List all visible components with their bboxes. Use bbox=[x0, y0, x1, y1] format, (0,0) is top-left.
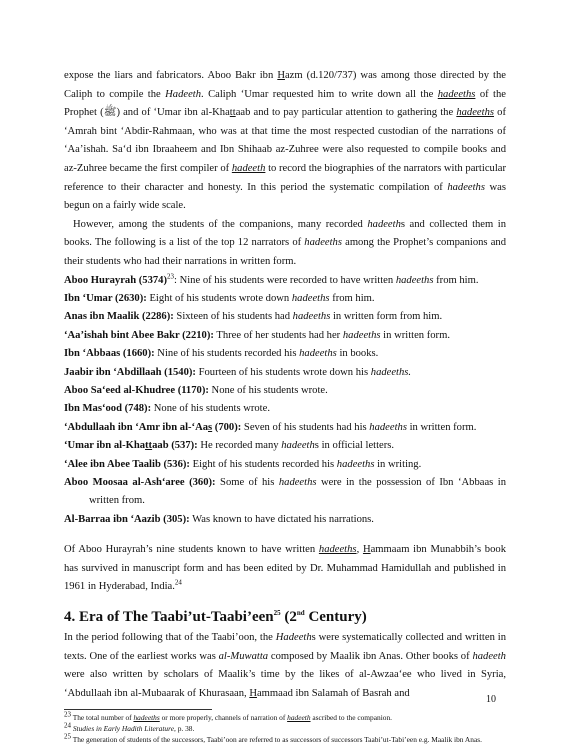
text-run: hadeeths bbox=[318, 544, 357, 556]
narrator-name: Ibn ‘Abbaas (1660): bbox=[64, 348, 155, 360]
name-part: ‘Abdullaah ibn ‘Amr ibn al-‘Aa bbox=[64, 421, 209, 433]
narrator-text: in written form. bbox=[406, 421, 477, 433]
name-part: s bbox=[208, 421, 213, 433]
footnote-text: The total number of bbox=[71, 713, 134, 723]
narrator-text: were in the possession of Ibn ‘Abbaas in written from. bbox=[89, 477, 506, 507]
text-run: s were systematically collected and written in texts. One of the earliest works was bbox=[64, 632, 506, 662]
narrator-entry bbox=[64, 456, 506, 474]
narrator-name: Jaabir ibn ‘Abdillaah (1540): bbox=[64, 366, 196, 378]
narrator-entry bbox=[64, 437, 506, 455]
text-run: was begun on a fairly wide scale. bbox=[64, 181, 506, 212]
text-run: Of Aboo Hurayrah’s nine students known to have written bbox=[64, 544, 319, 556]
footnote-text: hadeeths bbox=[133, 713, 160, 723]
text-run: hadeeth bbox=[367, 218, 401, 230]
text-run: H bbox=[362, 544, 371, 556]
narrator-text: in writing. bbox=[374, 458, 422, 470]
narrator-text: hadeeths bbox=[278, 477, 317, 488]
name-part: tt bbox=[145, 440, 153, 452]
narrator-text: hadeeths bbox=[395, 274, 434, 286]
narrator-name: Ibn Mas‘ood (748): bbox=[64, 403, 152, 415]
text-run: . Caliph ‘Umar requested him to write down all the bbox=[201, 88, 438, 100]
heading-text: nd bbox=[296, 609, 305, 617]
narrator-text: : Nine of his students were recorded to have written bbox=[174, 274, 396, 286]
footnote-text: The generation of students of the successors, Taabi’oon are referred to as successors of successors Taabi’ut-Tabi’een e.g. Maalik ibn Anas. bbox=[71, 734, 482, 744]
narrator-text: Seven of his students had his bbox=[241, 421, 370, 433]
footnote-number: 23 bbox=[64, 710, 71, 719]
narrator-text: hadeeths bbox=[369, 421, 407, 433]
narrator-text: Eight of his students recorded his bbox=[189, 458, 337, 470]
narrator-entry bbox=[64, 511, 506, 529]
footnote-ref: 25 bbox=[273, 609, 281, 617]
narrator-name: Al-Barraa ibn ‘Aazib (305): bbox=[64, 513, 190, 525]
footnote-number: 25 bbox=[64, 732, 71, 741]
footnote-number: 24 bbox=[64, 721, 71, 730]
narrator-name: ‘Aa’ishah bint Abee Bakr (2210): bbox=[64, 329, 214, 341]
footnote bbox=[64, 721, 506, 735]
narrator-text: None of his students wrote. bbox=[208, 384, 328, 396]
narrator-text: Some of his bbox=[215, 477, 279, 488]
footnote-text: or more properly, channels of narration of bbox=[159, 713, 288, 723]
closing-paragraph bbox=[64, 541, 506, 597]
page-body bbox=[64, 67, 506, 745]
narrator-text: He recorded many bbox=[197, 440, 282, 452]
text-run: hadeeths bbox=[437, 88, 476, 100]
narrator-name: Aboo Moosaa al-Ash‘aree (360): bbox=[64, 477, 216, 488]
name-part: ‘Umar ibn al-Kha bbox=[64, 440, 146, 452]
text-run: Hadeeth bbox=[165, 88, 202, 100]
narrator-name: ‘Alee ibn Abee Taalib (536): bbox=[64, 458, 190, 470]
narrator-text: in books. bbox=[336, 348, 379, 360]
narrator-text: in written form from him. bbox=[330, 311, 443, 323]
text-run: hadeeths bbox=[447, 181, 485, 193]
narrator-entry bbox=[64, 290, 506, 308]
footnote bbox=[64, 710, 506, 724]
text-run: of ‘Amrah bint ‘Abdir-Rahmaan, who was at that time the most respected custodian of the narrations of ‘Aa’ishah. Sa‘d ibn Ibraaheem and Ibn Shihaab az-Zuhree were also requested to compile books and az-Zuhree became the first compiler of bbox=[64, 107, 506, 174]
text-run: In the period following that of the Taabi’oon, the bbox=[64, 632, 276, 643]
section-paragraph bbox=[64, 629, 506, 703]
footnote-ref: 23 bbox=[167, 272, 174, 280]
footnote-text: hadeeth bbox=[287, 713, 311, 723]
text-run: hadeeths bbox=[456, 107, 494, 119]
narrator-text: Nine of his students recorded his bbox=[154, 348, 300, 360]
footnote-divider bbox=[64, 709, 212, 710]
text-run: to record the biographies of the narrators with particular reference to their character and honesty. In this period the systematic compilation of bbox=[64, 162, 506, 193]
footnote bbox=[64, 732, 506, 745]
narrator-text: Three of her students had her bbox=[213, 329, 343, 341]
text-run: hadeeths bbox=[304, 237, 342, 249]
narrator-entry bbox=[64, 308, 506, 326]
narrator-text: Was known to have dictated his narrations. bbox=[189, 513, 374, 525]
narrator-name bbox=[64, 422, 241, 433]
narrator-text: hadeeth bbox=[281, 440, 315, 452]
narrator-text: Sixteen of his students had bbox=[173, 311, 293, 323]
narrator-entry bbox=[64, 272, 506, 290]
text-run: Hadeeth bbox=[275, 632, 312, 643]
narrator-entry bbox=[64, 400, 506, 418]
narrator-text: from him. bbox=[329, 292, 375, 304]
footnote-ref: 24 bbox=[174, 578, 182, 587]
heading-text: 4. Era of The Taabi’ut-Taabi’een bbox=[64, 609, 274, 625]
narrator-name: Aboo Sa‘eed al-Khudree (1170): bbox=[64, 384, 209, 396]
text-run: of the Prophet (ﷺ) and of ‘Umar ibn al-Kha bbox=[64, 88, 506, 119]
name-part: (700): bbox=[212, 421, 242, 433]
narrator-name: Aboo Hurayrah (5374) bbox=[64, 274, 167, 286]
text-run: ammaam ibn Munabbih’s book has survived in manuscript form and has been edited by Dr. Muhammad Hamidullah and published in 1961 in Hyderabad, India. bbox=[64, 544, 506, 593]
narrator-text: hadeeths bbox=[291, 292, 330, 304]
narrator-name bbox=[64, 440, 198, 451]
text-run: , bbox=[356, 544, 363, 556]
narrator-entry bbox=[64, 419, 506, 437]
footnote-text: Studies in Early Hadith Literature bbox=[72, 723, 174, 733]
section-heading bbox=[64, 607, 506, 627]
text-run: s and collected them in books. The following is a list of the top 12 narrators of bbox=[64, 218, 506, 249]
narrator-entry bbox=[64, 474, 506, 511]
heading-text: (2 bbox=[280, 609, 297, 625]
narrator-text: hadeeths bbox=[342, 329, 381, 341]
text-run: H bbox=[277, 70, 285, 81]
narrator-entry bbox=[64, 345, 506, 363]
narrator-text: s in official letters. bbox=[314, 440, 395, 452]
text-run: al-Muwatta bbox=[218, 650, 269, 662]
text-run: tt bbox=[229, 107, 236, 119]
text-run: were also written by scholars of Maalik’s time by the likes of al-Awzaa‘ee who lived in Syria, ‘Abdullaah ibn al-Mubaarak of Khurasaan, bbox=[64, 669, 506, 699]
text-run: among the Prophet’s companions and their students who had their narrations in written form. bbox=[64, 237, 506, 267]
text-run: azm (d.120/737) was among those directed by the Caliph to compile the bbox=[64, 70, 506, 100]
text-run: ammaad ibn Salamah of Basrah and bbox=[256, 687, 410, 699]
intro-paragraph-2 bbox=[64, 216, 506, 272]
narrator-entry bbox=[64, 327, 506, 345]
narrator-text: Eight of his students wrote down bbox=[146, 292, 292, 304]
narrator-text: from him. bbox=[433, 274, 479, 286]
footnote-text: ascribed to the companion. bbox=[310, 713, 393, 723]
narrator-text: hadeeths. bbox=[370, 366, 412, 378]
narrator-name: Ibn ‘Umar (2630): bbox=[64, 292, 147, 304]
text-run: hadeeth bbox=[231, 162, 266, 174]
name-part: aab (537): bbox=[152, 440, 198, 452]
narrator-entry bbox=[64, 382, 506, 400]
narrator-text: hadeeths bbox=[299, 348, 337, 360]
narrator-entry bbox=[64, 364, 506, 382]
heading-text: Century) bbox=[304, 609, 367, 625]
intro-paragraph-1 bbox=[64, 67, 506, 216]
text-run: H bbox=[249, 687, 257, 699]
narrator-text: None of his students wrote. bbox=[151, 403, 270, 415]
text-run: However, among the students of the companions, many recorded bbox=[73, 218, 368, 230]
footnotes bbox=[64, 710, 506, 745]
narrator-list bbox=[64, 272, 506, 530]
narrator-name: Anas ibn Maalik (2286): bbox=[64, 311, 174, 323]
narrator-text: hadeeths bbox=[336, 458, 375, 470]
text-run: aab and to pay particular attention to gathering the bbox=[235, 107, 457, 119]
narrator-text: in written form. bbox=[380, 329, 450, 341]
text-run: expose the liars and fabricators. Aboo Bakr ibn bbox=[64, 70, 278, 81]
text-run: hadeeth bbox=[472, 650, 506, 662]
text-run: composed by Maalik ibn Anas. Other books of bbox=[268, 650, 473, 662]
page-number: 10 bbox=[486, 694, 496, 705]
narrator-text: Fourteen of his students wrote down his bbox=[195, 366, 371, 378]
narrator-text: hadeeths bbox=[292, 311, 331, 323]
footnote-text: , p. 38. bbox=[174, 723, 195, 733]
